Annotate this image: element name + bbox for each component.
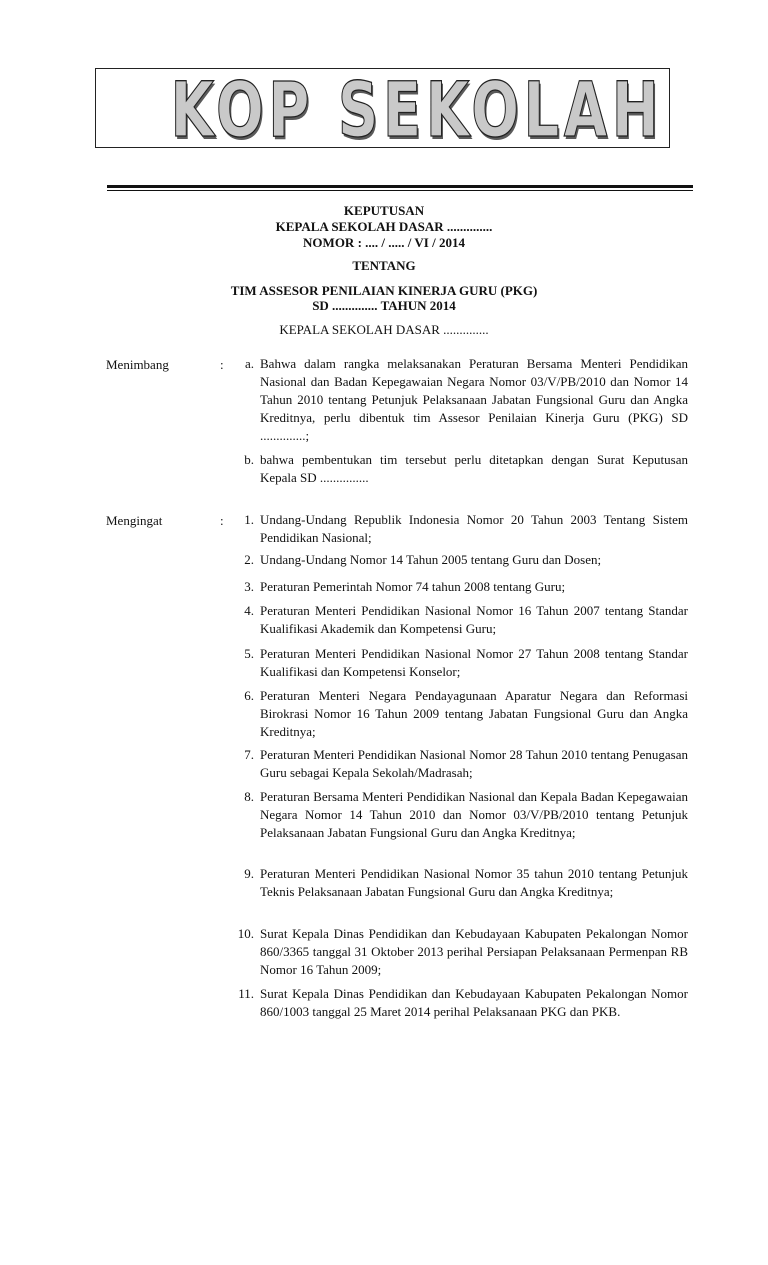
item-marker: 5. [244, 646, 254, 661]
item-marker: 1. [244, 512, 254, 527]
mengingat-colon: : [220, 513, 224, 528]
mengingat-label: Mengingat [106, 513, 163, 528]
letterhead-box [95, 65, 670, 154]
decree-number: NOMOR : .... / ..... / VI / 2014 [303, 235, 465, 250]
item-marker: 6. [244, 688, 254, 703]
item-marker: 7. [244, 747, 254, 762]
decree-title: KEPUTUSAN [343, 203, 425, 218]
tentang-heading: TENTANG [352, 258, 416, 273]
item-text: Peraturan Menteri Pendidikan Nasional Nomor 27 Tahun 2008 tentang Standar Kualifikasi dan Kompetensi Konselor; [260, 646, 688, 679]
menimbang-label: Menimbang [106, 357, 169, 372]
item-marker: 2. [244, 552, 254, 567]
header-rule-thick [107, 185, 693, 188]
item-marker: 11. [238, 986, 254, 1001]
item-text: Undang-Undang Nomor 14 Tahun 2005 tentang Guru dan Dosen; [260, 552, 602, 567]
authority-line: KEPALA SEKOLAH DASAR .............. [279, 322, 489, 337]
item-text: Surat Kepala Dinas Pendidikan dan Kebudayaan Kabupaten Pekalongan Nomor 860/3365 tanggal 31 Oktober 2013 perihal Persiapan Pelaksanaan Permenpan RB Nomor 16 Tahun 2009; [260, 926, 688, 977]
item-marker: 10. [237, 926, 254, 941]
item-text: bahwa pembentukan tim tersebut perlu ditetapkan dengan Surat Keputusan Kepala SD ............... [260, 452, 688, 485]
menimbang-colon: : [220, 357, 224, 372]
item-marker: a. [244, 356, 254, 371]
item-text: Peraturan Bersama Menteri Pendidikan Nasional dan Kepala Badan Kepegawaian Negara Nomor 14 Tahun 2010 dan Nomor 03/V/PB/2010 tentang Petunjuk Pelaksanaan Jabatan Fungsional Guru dan Angka Kreditnya; [260, 789, 688, 840]
item-marker: 3. [244, 579, 254, 594]
issuer-title: KEPALA SEKOLAH DASAR .............. [275, 219, 493, 234]
item-text: Peraturan Menteri Pendidikan Nasional Nomor 35 tahun 2010 tentang Petunjuk Teknis Pelaksanaan Jabatan Fungsional Guru dan Angka Kreditnya; [260, 866, 688, 899]
item-marker: b. [244, 452, 254, 467]
item-text: Undang-Undang Republik Indonesia Nomor 20 Tahun 2003 Tentang Sistem Pendidikan Nasional; [260, 512, 688, 545]
item-marker: 4. [244, 603, 254, 618]
subject-line-2: SD .............. TAHUN 2014 [312, 298, 456, 313]
item-text: Peraturan Pemerintah Nomor 74 tahun 2008 tentang Guru; [260, 579, 566, 594]
item-marker: 8. [244, 789, 254, 804]
item-text: Surat Kepala Dinas Pendidikan dan Kebudayaan Kabupaten Pekalongan Nomor 860/1003 tanggal 25 Maret 2014 perihal Pelaksanaan PKG dan PKB. [260, 986, 688, 1019]
item-text: Bahwa dalam rangka melaksanakan Peraturan Bersama Menteri Pendidikan Nasional dan Badan Kepegawaian Negara Nomor 03/V/PB/2010 dan Nomor 14 Tahun 2010 tentang Petunjuk Pelaksanaan Jabatan Fungsional Guru dan Angka Kreditnya, perlu dibentuk tim Assesor Penilaian Kinerja Guru (PKG) SD ..............; [260, 356, 688, 443]
subject-line-1: TIM ASSESOR PENILAIAN KINERJA GURU (PKG) [230, 283, 538, 298]
item-text: Peraturan Menteri Pendidikan Nasional Nomor 28 Tahun 2010 tentang Penugasan Guru sebagai Kepala Sekolah/Madrasah; [260, 747, 688, 780]
item-marker: 9. [244, 866, 254, 881]
item-text: Peraturan Menteri Negara Pendayagunaan Aparatur Negara dan Reformasi Birokrasi Nomor 16 Tahun 2009 tentang Jabatan Fungsional Guru dan Angka Kreditnya; [260, 688, 688, 739]
header-rule-thin [107, 190, 693, 191]
letterhead-title: KOP SEKOLAH [170, 65, 664, 154]
item-text: Peraturan Menteri Pendidikan Nasional Nomor 16 Tahun 2007 tentang Standar Kualifikasi Akademik dan Kompetensi Guru; [260, 603, 688, 636]
